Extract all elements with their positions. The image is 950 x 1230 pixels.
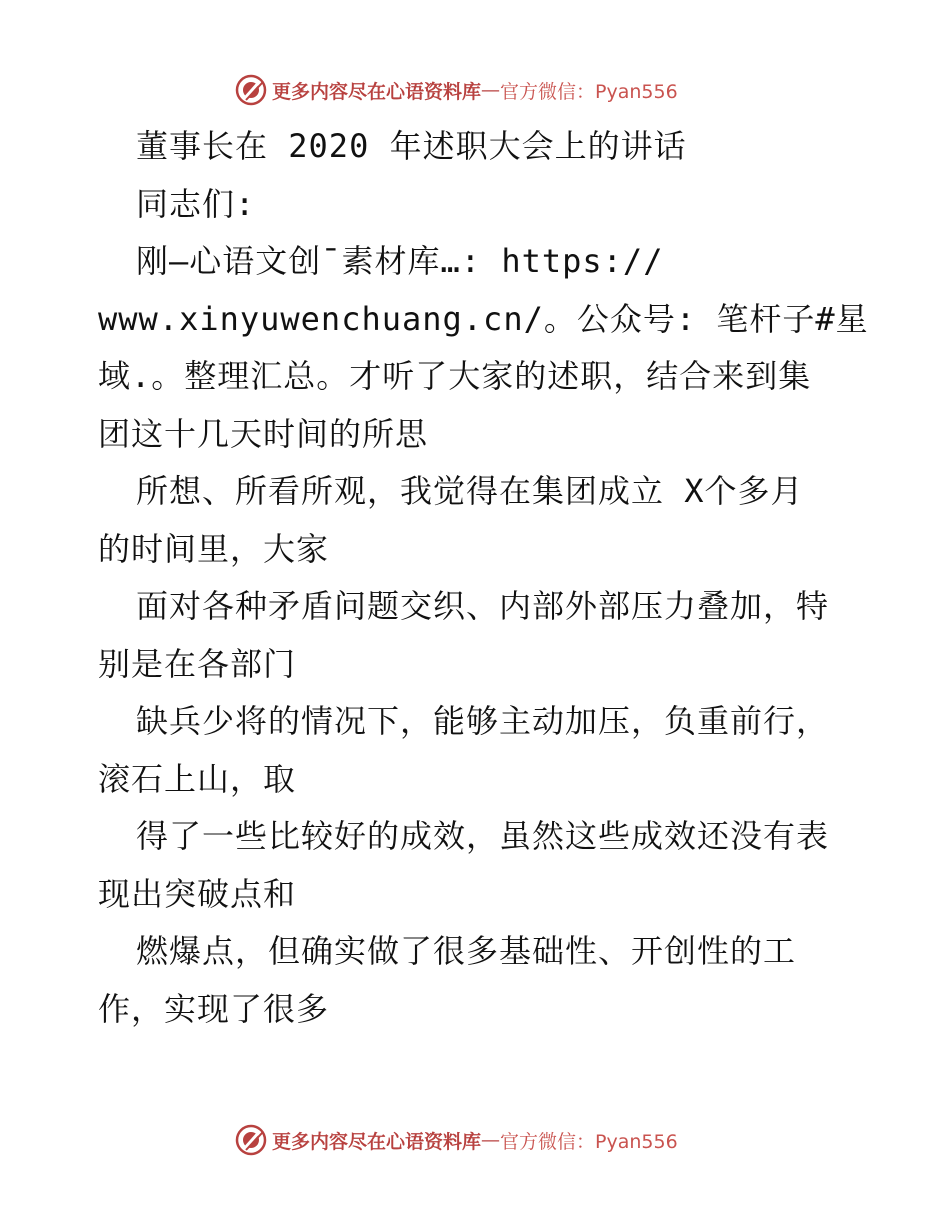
- watermark-separator: —: [481, 1129, 501, 1151]
- document-line: 滚石上山，取: [98, 759, 297, 798]
- document-line: 团这十几天时间的所思: [98, 414, 429, 453]
- document-line: 别是在各部门: [98, 644, 297, 683]
- watermark-site-text: 更多内容尽在心语资料库: [272, 1130, 482, 1153]
- document-title: 董事长在 2020 年述职大会上的讲话: [136, 127, 687, 165]
- document-line: 作，实现了很多: [98, 989, 330, 1028]
- watermark-separator: —: [481, 79, 501, 101]
- watermark-site-text: 更多内容尽在心语资料库: [272, 80, 482, 103]
- watermark-contact-text: 官方微信：Pyan556: [500, 1130, 678, 1153]
- brand-logo-icon: [234, 1123, 268, 1157]
- document-line: 刚—心语文创¯素材库…: https://: [136, 242, 664, 280]
- document-line: 缺兵少将的情况下，能够主动加压，负重前行，: [136, 702, 830, 740]
- watermark-contact-text: 官方微信：Pyan556: [500, 80, 678, 103]
- document-salutation: 同志们:: [136, 184, 256, 223]
- document-line: 的时间里，大家: [98, 529, 330, 568]
- document-line: 面对各种矛盾问题交织、内部外部压力叠加，特: [136, 587, 830, 625]
- document-line: 现出突破点和: [98, 874, 297, 913]
- document-line: 燃爆点，但确实做了很多基础性、开创性的工: [136, 932, 797, 970]
- watermark-footer: [234, 1122, 754, 1158]
- document-line: 域.。整理汇总。才听了大家的述职，结合来到集: [98, 357, 812, 395]
- watermark-header: [234, 72, 754, 108]
- document-line: 得了一些比较好的成效，虽然这些成效还没有表: [136, 817, 830, 855]
- document-paragraph: [98, 233, 869, 1038]
- document-line: www.xinyuwenchuang.cn/。公众号: 笔杆子#星: [98, 299, 869, 338]
- brand-logo-icon: [234, 73, 268, 107]
- document-body: [98, 118, 869, 1038]
- document-line: 所想、所看所观，我觉得在集团成立 X个多月: [136, 472, 804, 510]
